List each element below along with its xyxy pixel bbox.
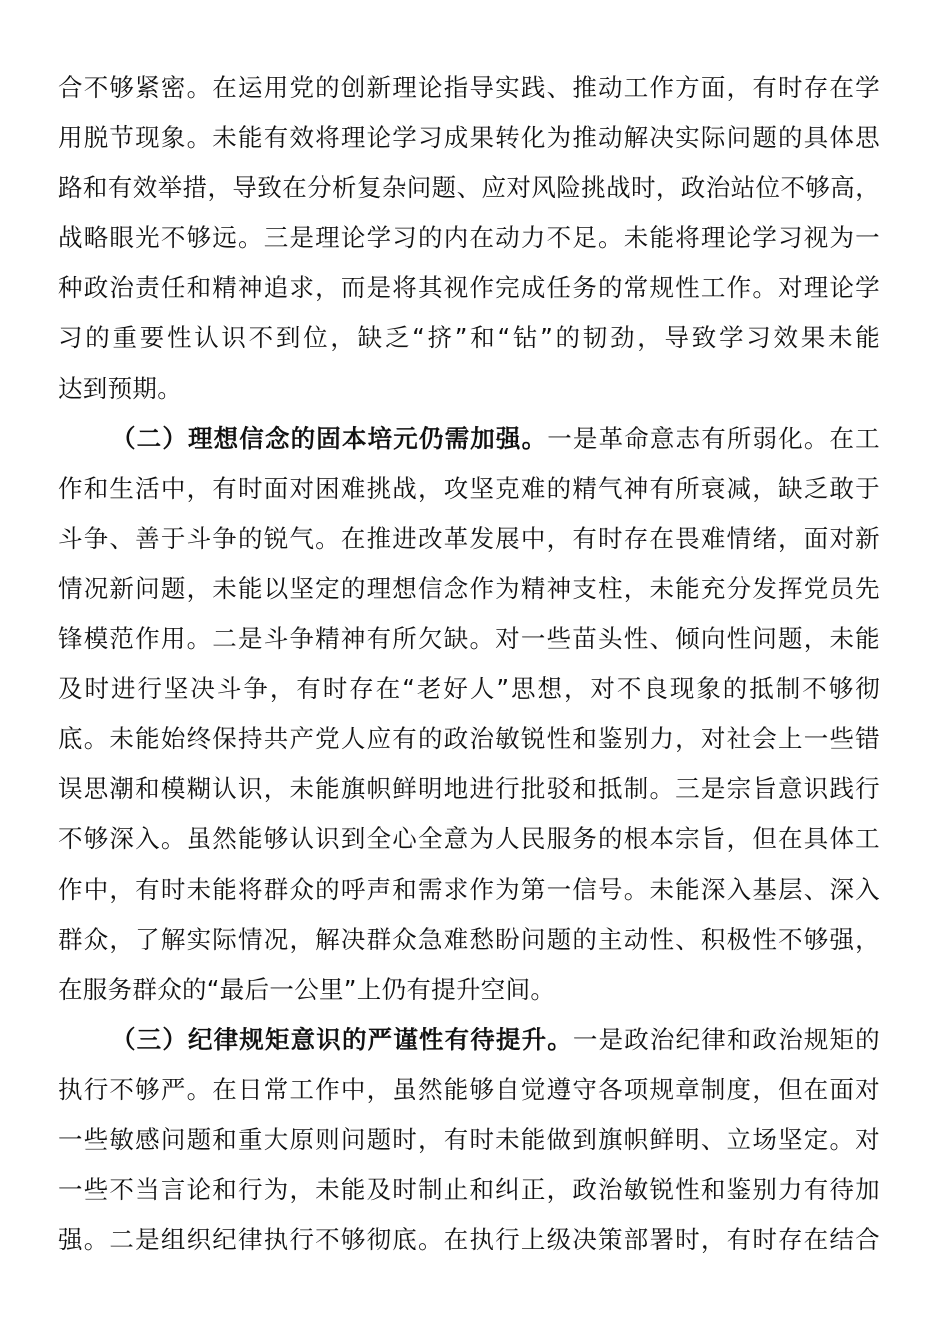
line-text: 误思潮和模糊认识，未能旗帜鲜明地进行批驳和抵制。三是宗旨意识践行 xyxy=(58,774,880,804)
text-line xyxy=(58,664,880,714)
text-line xyxy=(58,965,880,1015)
line-text: 路和有效举措，导致在分析复杂问题、应对风险挑战时，政治站位不够高， xyxy=(58,173,880,203)
body-text xyxy=(58,63,880,1265)
text-line xyxy=(58,213,880,263)
line-text: 底。未能始终保持共产党人应有的政治敏锐性和鉴别力，对社会上一些错 xyxy=(58,724,880,754)
text-line xyxy=(58,564,880,614)
section-heading-line xyxy=(58,414,880,464)
text-line xyxy=(58,714,880,764)
text-line xyxy=(58,915,880,965)
text-line xyxy=(58,1165,880,1215)
line-text: 不够深入。虽然能够认识到全心全意为人民服务的根本宗旨，但在具体工 xyxy=(58,824,880,854)
line-text: 执行不够严。在日常工作中，虽然能够自觉遵守各项规章制度，但在面对 xyxy=(58,1074,880,1104)
section-heading-line xyxy=(58,1015,880,1065)
line-text: 合不够紧密。在运用党的创新理论指导实践、推动工作方面，有时存在学 xyxy=(58,73,880,102)
text-line xyxy=(58,1065,880,1115)
text-line xyxy=(58,263,880,313)
line-text: 一些敏感问题和重大原则问题时，有时未能做到旗帜鲜明、立场坚定。对 xyxy=(58,1124,880,1154)
line-text: 斗争、善于斗争的锐气。在推进改革发展中，有时存在畏难情绪，面对新 xyxy=(58,523,880,553)
text-line xyxy=(58,63,880,113)
line-text: 习的重要性认识不到位，缺乏“挤”和“钻”的韧劲，导致学习效果未能 xyxy=(58,323,880,353)
line-text: 作中，有时未能将群众的呼声和需求作为第一信号。未能深入基层、深入 xyxy=(58,874,880,904)
text-line xyxy=(58,113,880,163)
text-line xyxy=(58,814,880,864)
text-line xyxy=(58,1115,880,1165)
text-line xyxy=(58,764,880,814)
line-text: 用脱节现象。未能有效将理论学习成果转化为推动解决实际问题的具体思 xyxy=(58,123,880,153)
line-text: 战略眼光不够远。三是理论学习的内在动力不足。未能将理论学习视为一 xyxy=(58,223,880,253)
line-text: 种政治责任和精神追求，而是将其视作完成任务的常规性工作。对理论学 xyxy=(58,273,880,303)
line-text: 在服务群众的“最后一公里”上仍有提升空间。 xyxy=(58,974,556,1004)
text-line xyxy=(58,313,880,363)
text-line xyxy=(58,865,880,915)
line-text: 情况新问题，未能以坚定的理想信念作为精神支柱，未能充分发挥党员先 xyxy=(58,573,880,603)
text-line xyxy=(58,464,880,514)
line-text: 一些不当言论和行为，未能及时制止和纠正，政治敏锐性和鉴别力有待加 xyxy=(58,1175,880,1205)
text-line xyxy=(58,1215,880,1265)
text-line xyxy=(58,163,880,213)
line-text: 一是革命意志有所弱化。在工 xyxy=(547,423,880,453)
line-text: 达到预期。 xyxy=(58,373,182,403)
line-text: 强。二是组织纪律执行不够彻底。在执行上级决策部署时，有时存在结合 xyxy=(58,1225,880,1255)
line-text: 群众，了解实际情况，解决群众急难愁盼问题的主动性、积极性不够强， xyxy=(58,924,880,954)
text-line xyxy=(58,614,880,664)
line-text: 一是政治纪律和政治规矩的 xyxy=(572,1024,880,1054)
line-text: 及时进行坚决斗争，有时存在“老好人”思想，对不良现象的抵制不够彻 xyxy=(58,674,880,704)
section-heading: （二）理想信念的固本培元仍需加强。 xyxy=(111,423,548,453)
text-line xyxy=(58,364,880,414)
text-line xyxy=(58,514,880,564)
section-heading: （三）纪律规矩意识的严谨性有待提升。 xyxy=(111,1024,573,1054)
line-text: 作和生活中，有时面对困难挑战，攻坚克难的精气神有所衰减，缺乏敢于 xyxy=(58,473,880,503)
line-text: 锋模范作用。二是斗争精神有所欠缺。对一些苗头性、倾向性问题，未能 xyxy=(58,624,880,654)
